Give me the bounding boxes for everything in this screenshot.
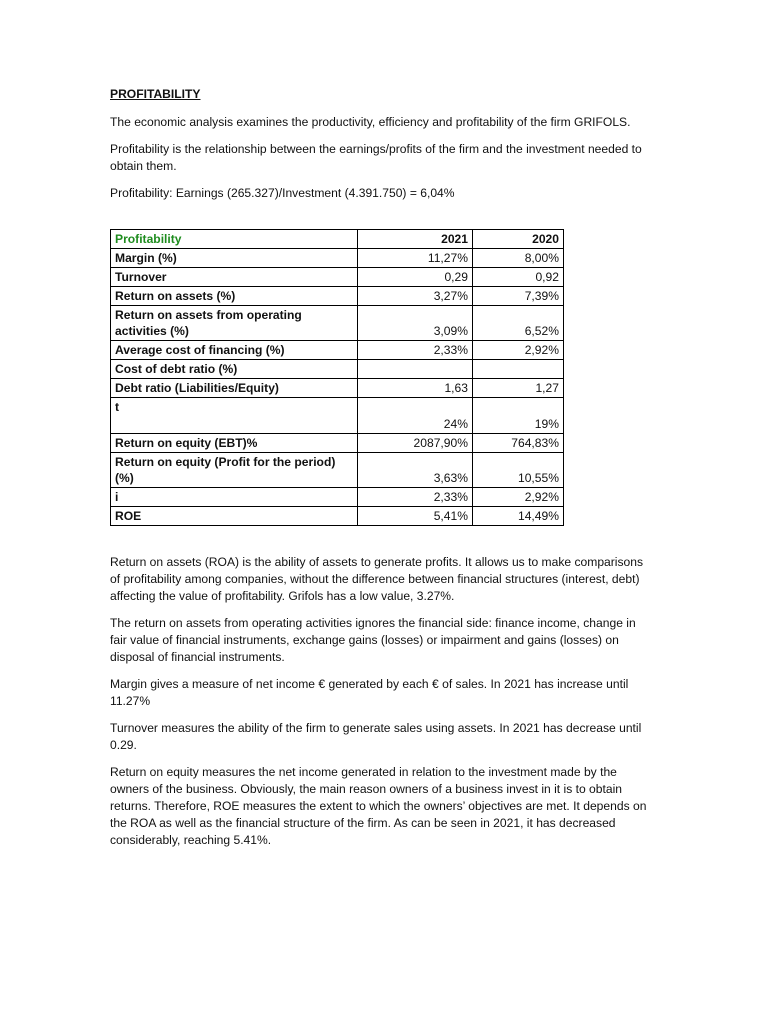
- row-label: Return on assets (%): [111, 287, 358, 306]
- row-label: ROE: [111, 507, 358, 526]
- row-label: Debt ratio (Liabilities/Equity): [111, 379, 358, 398]
- roa-paragraph: Return on assets (ROA) is the ability of assets to generate profits. It allows us to make comparisons of profitability among companies, without the difference between financial structures (interest, debt) affecting the value of profitability. Grifols has a low value, 3.27%.: [110, 555, 644, 603]
- row-label: Cost of debt ratio (%): [111, 360, 358, 379]
- turnover-paragraph: Turnover measures the ability of the firm to generate sales using assets. In 2021 has decrease until 0.29.: [110, 721, 642, 752]
- table-row: [111, 341, 564, 360]
- row-value-2020: 764,83%: [473, 434, 564, 453]
- row-label: t: [111, 398, 358, 434]
- roe-paragraph: Return on equity measures the net income generated in relation to the investment made by the owners of the business. Obviously, the main reason owners of a business invest in it is to obtain returns. Therefore, ROE measures the extent to which the owners’ objectives are met. It depends on the ROA as well as the financial structure of the firm. As can be seen in 2021, it has decreased considerably, reaching 5.41%.: [110, 765, 647, 847]
- row-value-2020: 10,55%: [473, 453, 564, 488]
- table-header-label: Profitability: [111, 230, 358, 249]
- row-value-2021: 2,33%: [358, 341, 473, 360]
- row-value-2021: 24%: [358, 398, 473, 434]
- intro-paragraph-2: Profitability is the relationship between the earnings/profits of the firm and the investment needed to obtain them.: [110, 142, 642, 173]
- row-label: i: [111, 488, 358, 507]
- row-value-2020: 0,92: [473, 268, 564, 287]
- section-heading: PROFITABILITY: [110, 87, 201, 101]
- row-value-2021: 3,09%: [358, 306, 473, 341]
- table-row: [111, 453, 564, 488]
- row-value-2020: 6,52%: [473, 306, 564, 341]
- row-label: Return on assets from operating activities (%): [111, 306, 358, 341]
- row-value-2020: 2,92%: [473, 488, 564, 507]
- table-row: [111, 306, 564, 341]
- intro-paragraph-1: The economic analysis examines the productivity, efficiency and profitability of the firm GRIFOLS.: [110, 115, 631, 129]
- row-value-2021: 3,27%: [358, 287, 473, 306]
- row-value-2020: [473, 360, 564, 379]
- row-label: Average cost of financing (%): [111, 341, 358, 360]
- table-row: [111, 379, 564, 398]
- row-label: Return on equity (Profit for the period) (%): [111, 453, 358, 488]
- table-header-2020: 2020: [473, 230, 564, 249]
- row-value-2021: 2087,90%: [358, 434, 473, 453]
- row-label: Return on equity (EBT)%: [111, 434, 358, 453]
- table-row: [111, 287, 564, 306]
- row-value-2020: 19%: [473, 398, 564, 434]
- row-value-2020: 2,92%: [473, 341, 564, 360]
- row-value-2020: 7,39%: [473, 287, 564, 306]
- table-row: [111, 249, 564, 268]
- table-header-2021: 2021: [358, 230, 473, 249]
- table-row: [111, 488, 564, 507]
- profitability-table: [110, 229, 564, 526]
- table-row: [111, 398, 564, 434]
- table-row: [111, 434, 564, 453]
- table-row: [111, 360, 564, 379]
- row-value-2020: 8,00%: [473, 249, 564, 268]
- table-row: [111, 268, 564, 287]
- row-value-2020: 1,27: [473, 379, 564, 398]
- margin-paragraph: Margin gives a measure of net income € generated by each € of sales. In 2021 has increase until 11.27%: [110, 677, 629, 708]
- row-value-2021: 1,63: [358, 379, 473, 398]
- table-header-row: [111, 230, 564, 249]
- row-label: Margin (%): [111, 249, 358, 268]
- row-value-2020: 14,49%: [473, 507, 564, 526]
- row-value-2021: [358, 360, 473, 379]
- row-value-2021: 5,41%: [358, 507, 473, 526]
- row-value-2021: 11,27%: [358, 249, 473, 268]
- analysis-section: [110, 554, 655, 849]
- row-label: Turnover: [111, 268, 358, 287]
- operating-roa-paragraph: The return on assets from operating activities ignores the financial side: finance income, change in fair value of financial instruments, exchange gains (losses) or impairment and gains (losses) on disposal of financial instruments.: [110, 616, 636, 664]
- row-value-2021: 3,63%: [358, 453, 473, 488]
- row-value-2021: 0,29: [358, 268, 473, 287]
- intro-paragraph-3: Profitability: Earnings (265.327)/Investment (4.391.750) = 6,04%: [110, 186, 455, 200]
- document-content: [110, 86, 655, 859]
- table-row: [111, 507, 564, 526]
- row-value-2021: 2,33%: [358, 488, 473, 507]
